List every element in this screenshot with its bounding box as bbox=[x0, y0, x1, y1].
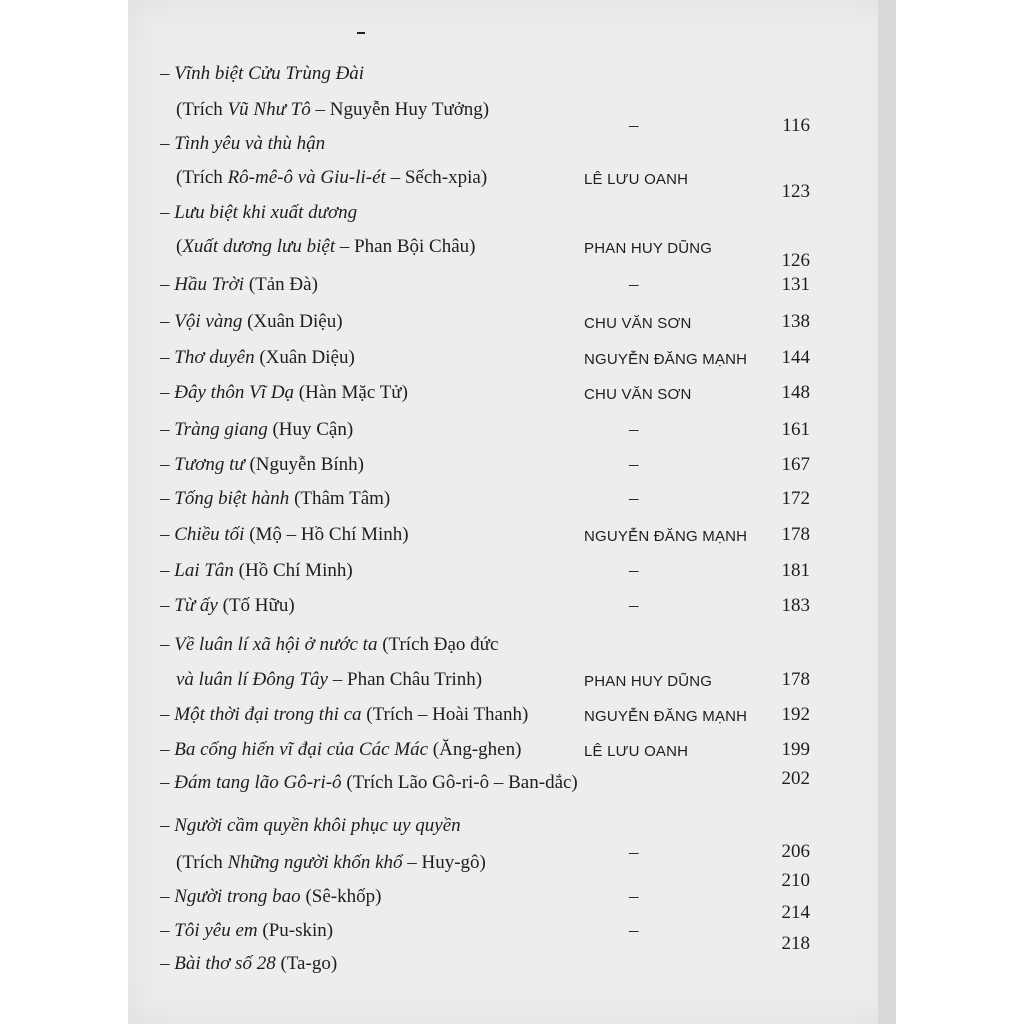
work-title: Bài thơ số 28 bbox=[174, 953, 276, 974]
toc-entry-page-number: 214 bbox=[781, 902, 810, 923]
toc-entry bbox=[0, 450, 1024, 480]
toc-entry-title bbox=[160, 916, 333, 946]
work-title: Về luân lí xã hội ở nước ta bbox=[174, 634, 378, 655]
work-title: Người trong bao bbox=[174, 886, 301, 907]
title-prefix: – bbox=[160, 739, 175, 760]
toc-entry-page-number: 202 bbox=[781, 768, 810, 789]
toc-entry-page-number: 116 bbox=[782, 115, 810, 136]
title-suffix: (Tố Hữu) bbox=[217, 595, 295, 616]
toc-entry-page-number: 192 bbox=[781, 704, 810, 725]
title-prefix: (Trích bbox=[176, 167, 228, 188]
toc-entry-title bbox=[176, 232, 476, 262]
toc-entry-title bbox=[160, 129, 325, 159]
work-title: Lưu biệt khi xuất dương bbox=[174, 202, 358, 223]
toc-entry bbox=[0, 630, 1024, 660]
title-prefix: – bbox=[160, 202, 175, 223]
work-title: Vội vàng bbox=[174, 311, 243, 332]
toc-entry-page-number: 178 bbox=[781, 524, 810, 545]
work-title: Lai Tân bbox=[174, 560, 234, 581]
toc-entry-author: LÊ LƯU OANH bbox=[584, 743, 689, 760]
title-prefix: – bbox=[160, 772, 175, 793]
work-title: Chiều tối bbox=[174, 524, 245, 545]
toc-entry-page-number: 138 bbox=[781, 311, 810, 332]
toc-entry-title bbox=[160, 198, 357, 228]
title-suffix: (Nguyễn Bính) bbox=[244, 454, 364, 475]
title-suffix: (Ta-go) bbox=[275, 953, 338, 974]
toc-entry-page-number: 183 bbox=[781, 595, 810, 616]
work-title: Vũ Như Tô bbox=[227, 99, 311, 120]
toc-entry bbox=[0, 307, 1024, 337]
work-title: Tràng giang bbox=[174, 419, 268, 440]
title-prefix: (Trích bbox=[176, 99, 228, 120]
title-suffix: – Huy-gô) bbox=[402, 852, 486, 873]
toc-entry-dash: – bbox=[629, 488, 639, 509]
toc-entry-title bbox=[176, 95, 489, 125]
toc-entry-page-number: 206 bbox=[781, 841, 810, 862]
toc-entry bbox=[0, 735, 1024, 765]
toc-entry-page-number: 148 bbox=[781, 382, 810, 403]
title-suffix: – Phan Bội Châu) bbox=[335, 236, 476, 257]
toc-entry-author: LÊ LƯU OANH bbox=[584, 171, 689, 188]
title-prefix: – bbox=[160, 133, 175, 154]
title-suffix: (Trích Lão Gô-ri-ô – Ban-dắc) bbox=[341, 772, 578, 793]
work-title: Một thời đại trong thi ca bbox=[174, 704, 362, 725]
toc-entry-page-number: 199 bbox=[781, 739, 810, 760]
title-suffix: (Trích – Hoài Thanh) bbox=[361, 704, 529, 725]
work-title: Tương tư bbox=[174, 454, 245, 475]
toc-entry-title bbox=[160, 811, 461, 841]
toc-entry-author: CHU VĂN SƠN bbox=[584, 386, 692, 403]
toc-entry bbox=[0, 270, 1024, 300]
title-prefix: – bbox=[160, 595, 175, 616]
title-prefix: – bbox=[160, 524, 175, 545]
toc-entry-title bbox=[160, 520, 409, 550]
toc-entry-title bbox=[160, 591, 295, 621]
title-prefix: – bbox=[160, 815, 175, 836]
title-prefix: – bbox=[160, 634, 175, 655]
title-suffix: (Mộ – Hồ Chí Minh) bbox=[244, 524, 409, 545]
title-suffix: (Sê-khốp) bbox=[300, 886, 382, 907]
toc-entry-author: NGUYỄN ĐĂNG MẠNH bbox=[584, 351, 748, 368]
toc-entry bbox=[0, 556, 1024, 586]
toc-entry bbox=[0, 129, 1024, 159]
work-title: Rô-mê-ô và Giu-li-ét bbox=[227, 167, 386, 188]
title-suffix: (Trích Đạo đức bbox=[377, 634, 499, 655]
toc-entry bbox=[0, 768, 1024, 798]
title-prefix: – bbox=[160, 454, 175, 475]
toc-entry bbox=[0, 841, 1024, 878]
title-suffix: (Xuân Diệu) bbox=[254, 347, 355, 368]
top-dash-mark bbox=[357, 32, 365, 34]
title-suffix: (Hồ Chí Minh) bbox=[233, 560, 353, 581]
toc-entry-title bbox=[160, 735, 521, 765]
toc-entry-author: NGUYỄN ĐĂNG MẠNH bbox=[584, 528, 748, 545]
toc-entry-dash: – bbox=[629, 454, 639, 475]
toc-entry-page-number: 123 bbox=[781, 181, 810, 202]
work-title: Những người khốn khổ bbox=[227, 852, 403, 873]
toc-entry-dash: – bbox=[629, 419, 639, 440]
toc-entry-page-number: 210 bbox=[781, 870, 810, 891]
toc-entry bbox=[0, 484, 1024, 514]
title-prefix: – bbox=[160, 953, 175, 974]
toc-entry bbox=[0, 232, 1024, 271]
work-title: Tình yêu và thù hận bbox=[174, 133, 326, 154]
toc-entry bbox=[0, 700, 1024, 730]
title-suffix: (Pu-skin) bbox=[257, 920, 334, 941]
toc-entry-dash: – bbox=[629, 274, 639, 295]
toc-entry bbox=[0, 343, 1024, 373]
toc-entry-page-number: 181 bbox=[781, 560, 810, 581]
toc-entry-title bbox=[160, 949, 337, 979]
toc-entry-page-number: 161 bbox=[781, 419, 810, 440]
toc-entry-dash: – bbox=[629, 595, 639, 616]
toc-entry bbox=[0, 933, 1024, 979]
toc-entry-title bbox=[160, 59, 364, 89]
title-prefix: – bbox=[160, 920, 175, 941]
toc-entry-dash: – bbox=[629, 920, 639, 941]
title-prefix: – bbox=[160, 382, 175, 403]
toc-entry bbox=[0, 415, 1024, 445]
title-prefix: – bbox=[160, 419, 175, 440]
toc-entry-page-number: 167 bbox=[781, 454, 810, 475]
toc-entry bbox=[0, 163, 1024, 202]
title-suffix: – Nguyễn Huy Tưởng) bbox=[310, 99, 490, 120]
toc-entry-page-number: 178 bbox=[781, 669, 810, 690]
toc-entry bbox=[0, 902, 1024, 946]
title-prefix: (Trích bbox=[176, 852, 228, 873]
toc-entry-title bbox=[160, 415, 353, 445]
work-title: Vĩnh biệt Cửu Trùng Đài bbox=[174, 63, 365, 84]
work-title: và luân lí Đông Tây bbox=[176, 669, 328, 690]
toc-entry-dash: – bbox=[629, 886, 639, 907]
work-title: Xuất dương lưu biệt bbox=[182, 236, 336, 257]
toc-entry bbox=[0, 665, 1024, 695]
toc-entry-page-number: 131 bbox=[781, 274, 810, 295]
toc-entry-title bbox=[176, 163, 487, 193]
work-title: Hầu Trời bbox=[174, 274, 245, 295]
title-prefix: – bbox=[160, 63, 175, 84]
toc-entry bbox=[0, 870, 1024, 912]
toc-entry-author: CHU VĂN SƠN bbox=[584, 315, 692, 332]
toc-entry-title bbox=[160, 882, 381, 912]
title-suffix: (Xuân Diệu) bbox=[242, 311, 343, 332]
toc-entry-author: PHAN HUY DŨNG bbox=[584, 240, 713, 257]
toc-entry-title bbox=[160, 307, 343, 337]
toc-entry-title bbox=[160, 484, 390, 514]
title-prefix: – bbox=[160, 560, 175, 581]
toc-entry-title bbox=[176, 665, 482, 695]
title-prefix: – bbox=[160, 274, 175, 295]
toc-entry-author: NGUYỄN ĐĂNG MẠNH bbox=[584, 708, 748, 725]
toc-entry-title bbox=[160, 768, 578, 798]
toc-entry-title bbox=[160, 700, 528, 730]
toc-entry-title bbox=[160, 343, 355, 373]
toc-entry-title bbox=[176, 848, 486, 878]
title-suffix: – Phan Châu Trinh) bbox=[328, 669, 483, 690]
toc-entry bbox=[0, 591, 1024, 621]
work-title: Đây thôn Vĩ Dạ bbox=[174, 382, 295, 403]
work-title: Từ ấy bbox=[174, 595, 218, 616]
toc-entry bbox=[0, 378, 1024, 408]
toc-entry-dash: – bbox=[629, 842, 639, 863]
title-prefix: – bbox=[160, 347, 175, 368]
toc-entry-title bbox=[160, 378, 408, 408]
title-suffix: (Hàn Mặc Tử) bbox=[294, 382, 408, 403]
title-prefix: – bbox=[160, 488, 175, 509]
toc-entry bbox=[0, 95, 1024, 136]
toc-entry bbox=[0, 59, 1024, 89]
toc-entry-title bbox=[160, 630, 498, 660]
toc-entry-page-number: 218 bbox=[781, 933, 810, 954]
work-title: Ba cống hiến vĩ đại của Các Mác bbox=[174, 739, 429, 760]
toc-entry-page-number: 172 bbox=[781, 488, 810, 509]
toc-entry-title bbox=[160, 270, 318, 300]
toc-entry bbox=[0, 520, 1024, 550]
work-title: Người cầm quyền khôi phục uy quyền bbox=[174, 815, 461, 836]
toc-entry-page-number: 126 bbox=[781, 250, 810, 271]
toc-entry-author: PHAN HUY DŨNG bbox=[584, 673, 713, 690]
toc-entry bbox=[0, 198, 1024, 228]
toc-entry-title bbox=[160, 450, 364, 480]
title-prefix: ( bbox=[176, 236, 183, 257]
title-prefix: – bbox=[160, 704, 175, 725]
title-suffix: (Ăng-ghen) bbox=[428, 739, 522, 760]
title-suffix: – Sếch-xpia) bbox=[385, 167, 488, 188]
work-title: Đám tang lão Gô-ri-ô bbox=[174, 772, 342, 793]
title-suffix: (Thâm Tâm) bbox=[289, 488, 391, 509]
title-prefix: – bbox=[160, 311, 175, 332]
work-title: Thơ duyên bbox=[174, 347, 255, 368]
toc-entry-dash: – bbox=[629, 115, 639, 136]
work-title: Tống biệt hành bbox=[174, 488, 290, 509]
work-title: Tôi yêu em bbox=[174, 920, 258, 941]
title-prefix: – bbox=[160, 886, 175, 907]
title-suffix: (Tản Đà) bbox=[244, 274, 318, 295]
toc-entry-dash: – bbox=[629, 560, 639, 581]
toc-entry-title bbox=[160, 556, 353, 586]
toc-entry bbox=[0, 811, 1024, 841]
toc-entry-page-number: 144 bbox=[781, 347, 810, 368]
title-suffix: (Huy Cận) bbox=[267, 419, 354, 440]
